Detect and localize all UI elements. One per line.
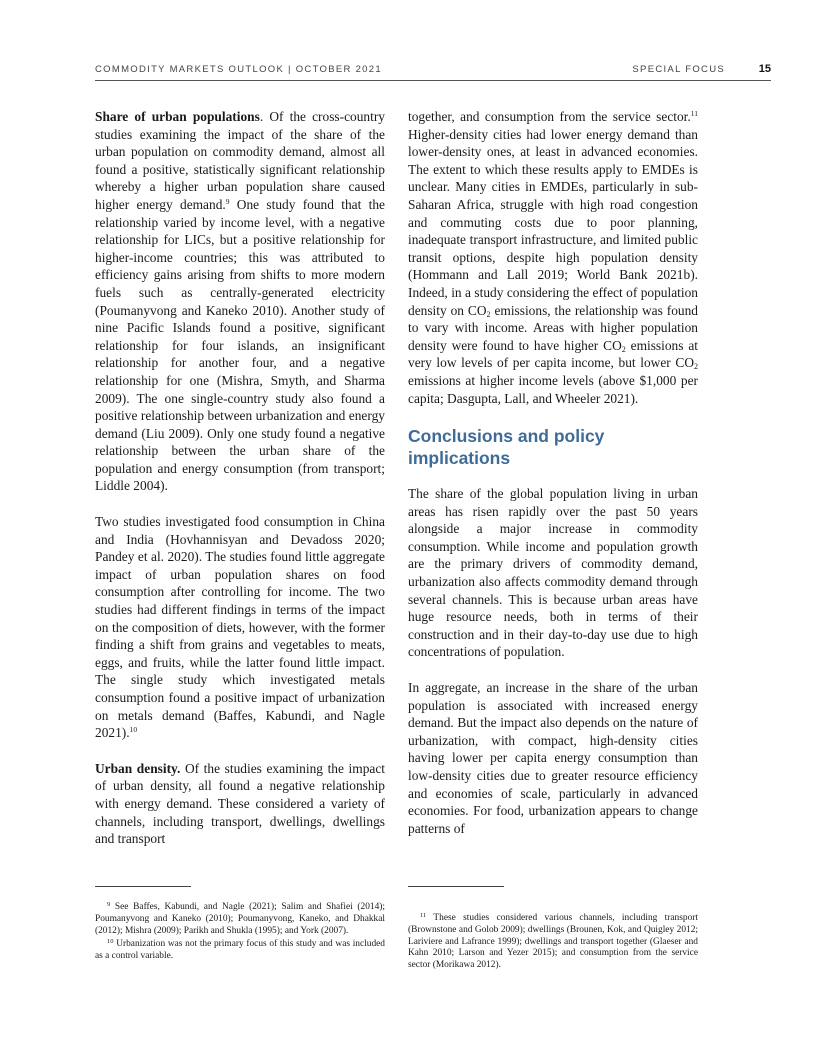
paragraph-urban-share: Share of urban populations. Of the cross-country studies examining the impact of the share of the urban population on commodity demand, almost all found a positive, statistically significant relationship whereby a higher urban population share caused higher energy demand.$^9$ One study found that the relationship varied by income level, with a negative relationship for LICs, but a positive relationship for higher-income countries; this was attributed to efficiency gains arising from shifts to more modern fuels such as centrally-generated electricity (Poumanyvong and Kaneko 2010). Another study of nine Pacific Islands found a positive, significant relationship for four islands, an insignificant relationship for another four, and a negative relationship for one (Mishra, Smyth, and Sharma 2009). The one single-country study also found a positive relationship between urbanization and energy demand (Liu 2009). Only one study found a negative relationship between the urban share of the population and energy consumption (from transport; Liddle 2004).	[95, 109, 385, 494]
footnotes-left	[95, 902, 385, 965]
header-rule	[95, 80, 771, 81]
footnote-rule-left	[95, 886, 191, 887]
footnote-ref-9: 9	[225, 196, 230, 206]
paragraph-food-consumption: Two studies investigated food consumption in China and India (Hovhannisyan and Devadoss 2020; Pandey et al. 2020). The studies found little aggregate impact of urban population shares on food consumption after controlling for income. The two studies had different findings in terms of the impact on the composition of diets, however, with the former finding a shift from grains and vegetables to meats, eggs, and fruits, while the latter found little impact. The single study which investigated metals consumption found a positive impact of urbanization on metals demand (Baffes, Kabundi, and Nagle 2021).$^{10}$	[95, 514, 385, 741]
paragraph-conclusions: The share of the global population living in urban areas has risen rapidly over the past 50 years alongside a major increase in commodity consumption. While income and population growth are the primary drivers of commodity demand, urbanization also affects commodity demand through several channels. This is because urban areas have huge resource needs, both in terms of their construction and in their day-to-day use due to high concentrations of population.	[408, 486, 698, 660]
footnote-10: $^{10}$ Urbanization was not the primary focus of this study and was included as a control variable.	[95, 938, 385, 962]
paragraph-urban-density: Urban density. Of the studies examining the impact of urban density, all found a negative relationship with energy demand. These considered a variety of channels, including transport, dwellings, dwellings and transport	[95, 760, 385, 847]
section-label: SPECIAL FOCUS	[632, 64, 725, 75]
publication-title: COMMODITY MARKETS OUTLOOK | OCTOBER 2021	[95, 64, 382, 75]
page-number: 15	[758, 63, 771, 75]
paragraph-aggregate: In aggregate, an increase in the share of the urban population is associated with increased energy demand. But the impact also depends on the nature of urbanization, with compact, high-density cities having lower per capita energy consumption than low-density cities due to greater resource efficiency and economies of scale, particularly in advanced economies. For food, urbanization appears to change patterns of	[408, 680, 698, 836]
paragraph-density-continued: together, and consumption from the service sector.$^{11}$ Higher-density cities had lower energy demand than lower-density ones, at least in advanced economies. The extent to which these results apply to EMDEs is unclear. Many cities in EMDEs, particularly in sub-Saharan Africa, struggle with high road congestion and commuting costs due to poor planning, inadequate transport infrastructure, and limited public transit options, despite high population density (Hommann and Lall 2019; World Bank 2021b). Indeed, in a study considering the effect of population density on $CO_2$ emissions, the relationship was found to vary with income. Areas with higher population density were found to have higher $CO_2$ emissions at very low levels of per capita income, but lower $CO_2$ emissions at higher income levels (above $1,000 per capita; Dasgupta, Lall, and Wheeler 2021).	[408, 109, 699, 406]
left-column	[95, 108, 385, 866]
right-column	[408, 108, 698, 855]
section-heading: Conclusions and policy implications	[408, 426, 605, 469]
footnotes-right	[408, 913, 698, 974]
footnote-rule-right	[408, 886, 504, 887]
footnote-9: $^9$ See Baffes, Kabundi, and Nagle (2021); Salim and Shafiei (2014); Poumanyvong and Kaneko (2010); Poumanyvong, Kaneko, and Dhakkal (2012); Mishra (2009); Parikh and Shukla (1995); and York (2007).	[95, 901, 385, 936]
footnote-11: $^{11}$ These studies considered various channels, including transport (Brownstone and Golob 2009); dwellings (Brounen, Kok, and Quigley 2012; Lariviere and Lafrance 1999); dwellings and transport together (Glaeser and Kahn 2010; Larson and Yezer 2015); and consumption from the service sector (Morikawa 2012).	[408, 912, 698, 971]
footnote-ref-10: 10	[129, 725, 138, 735]
running-header	[95, 64, 771, 78]
paragraph-lead: Share of urban populations	[95, 109, 260, 124]
footnote-ref-11: 11	[690, 109, 698, 118]
paragraph-lead: Urban density.	[95, 760, 181, 776]
